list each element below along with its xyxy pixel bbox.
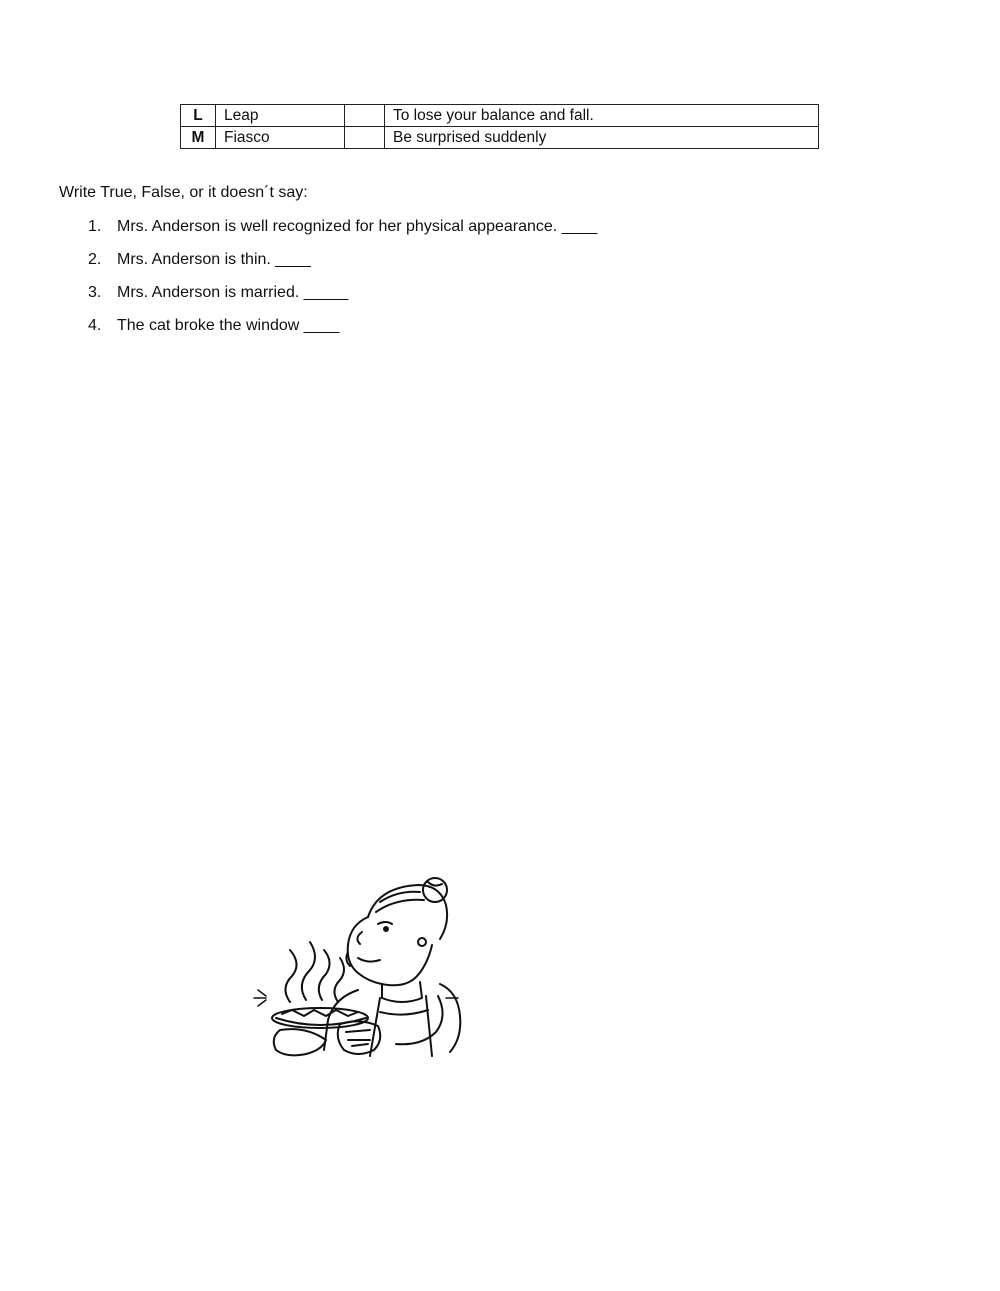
row-word: Fiasco [216, 127, 345, 149]
list-item [88, 249, 597, 282]
list-item [88, 282, 597, 315]
question-text: Mrs. Anderson is thin. ____ [117, 251, 311, 268]
question-text: Mrs. Anderson is married. _____ [117, 284, 349, 301]
question-number: 3. [88, 284, 102, 301]
question-number: 1. [88, 218, 102, 235]
row-letter: L [181, 105, 216, 127]
row-answer-blank [345, 127, 385, 149]
question-list [88, 216, 597, 348]
row-definition: Be surprised suddenly [385, 127, 819, 149]
instruction-text: Write True, False, or it doesn´t say: [59, 184, 308, 201]
row-definition: To lose your balance and fall. [385, 105, 819, 127]
question-number: 2. [88, 251, 102, 268]
vocabulary-table [180, 104, 819, 149]
row-letter: M [181, 127, 216, 149]
question-number: 4. [88, 317, 102, 334]
table-row [181, 127, 819, 149]
list-item [88, 315, 597, 348]
row-answer-blank [345, 105, 385, 127]
woman-carrying-pie-clipart-icon [250, 872, 465, 1057]
list-item [88, 216, 597, 249]
table-row [181, 105, 819, 127]
question-text: Mrs. Anderson is well recognized for her physical appearance. ____ [117, 218, 598, 235]
row-word: Leap [216, 105, 345, 127]
question-text: The cat broke the window ____ [117, 317, 340, 334]
